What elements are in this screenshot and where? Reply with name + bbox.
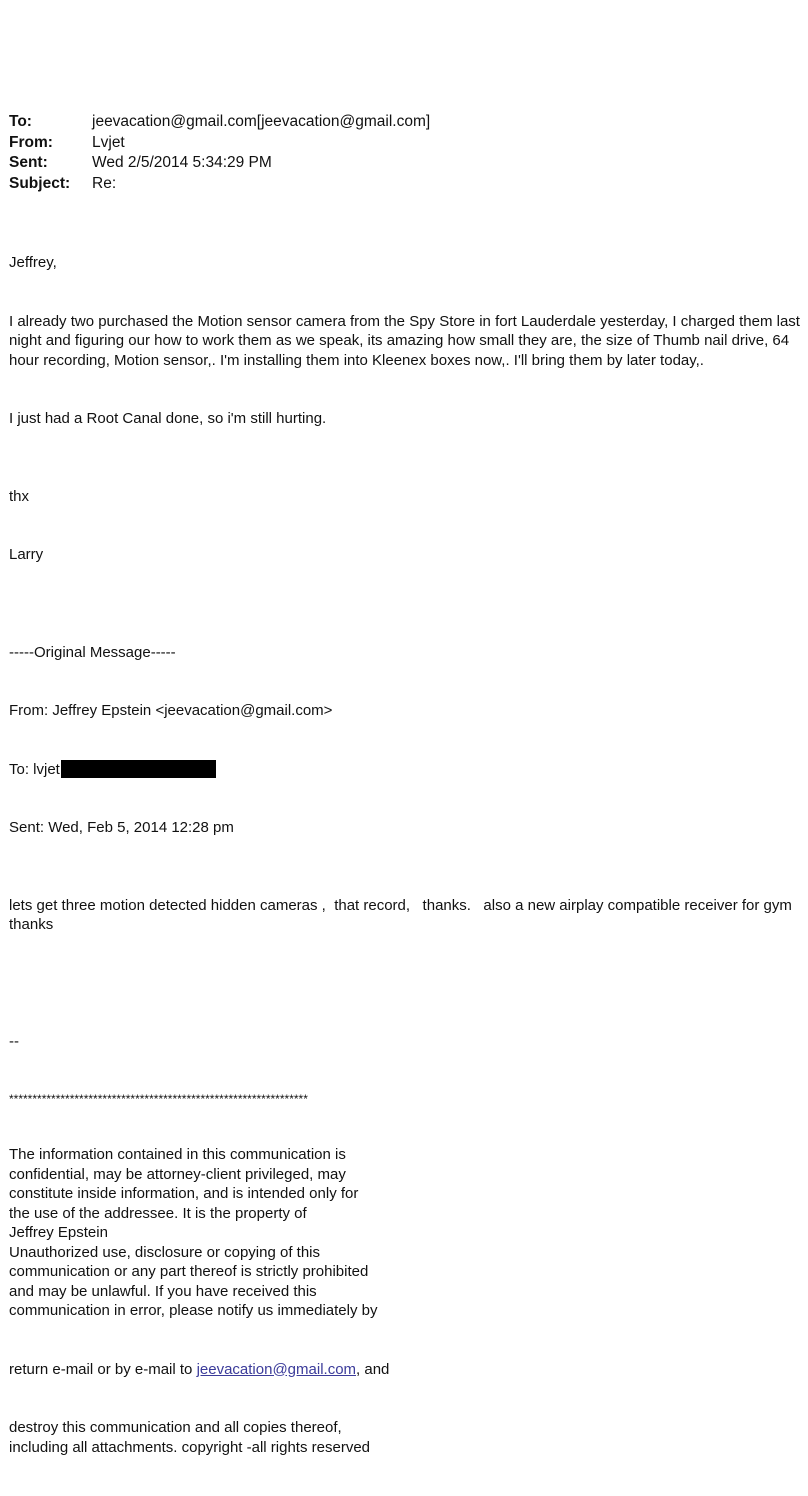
reply-body	[9, 214, 805, 604]
signature-stars: ****************************************************************	[9, 1092, 805, 1106]
from-value: Lvjet	[92, 133, 125, 154]
return-email-line	[9, 1360, 805, 1380]
from-row	[9, 133, 805, 154]
reply-signoff: thx	[9, 487, 805, 507]
original-to-prefix: To: lvjet	[9, 761, 60, 778]
original-from: From: Jeffrey Epstein <jeevacation@gmail.com>	[9, 701, 805, 721]
redaction-block	[61, 760, 216, 778]
sent-label: Sent:	[9, 153, 92, 174]
original-divider: -----Original Message-----	[9, 643, 805, 663]
reply-paragraph: I already two purchased the Motion sensor camera from the Spy Store in fort Lauderdale yesterday, I charged them last night and figuring our how to work them as we speak, its amazing how small they are, the size of Thumb nail drive, 64 hour recording, Motion sensor,. I'm installing them into Kleenex boxes now,. I'll bring them by later today,.	[9, 312, 805, 371]
confidentiality-notice-end: destroy this communication and all copies thereof, including all attachments. copyright -all rights reserved	[9, 1418, 805, 1457]
email-document	[9, 112, 805, 1496]
original-sent: Sent: Wed, Feb 5, 2014 12:28 pm	[9, 818, 805, 838]
return-prefix: return e-mail or by e-mail to	[9, 1361, 197, 1378]
email-header	[9, 112, 805, 194]
to-value: jeevacation@gmail.com[jeevacation@gmail.com]	[92, 112, 430, 133]
sent-row	[9, 153, 805, 174]
original-to	[9, 760, 805, 780]
subject-row	[9, 174, 805, 195]
subject-value: Re:	[92, 174, 116, 195]
confidentiality-notice: The information contained in this communication is confidential, may be attorney-client privileged, may constitute inside information, and is intended only for the use of the addressee. It is the property of Jeffrey Epstein Unauthorized use, disclosure or copying of this communication or any part thereof is strictly prohibited and may be unlawful. If you have received this communication in error, please notify us immediately by	[9, 1145, 805, 1321]
reply-paragraph-2: I just had a Root Canal done, so i'm still hurting.	[9, 409, 805, 429]
to-label: To:	[9, 112, 92, 133]
reply-greeting: Jeffrey,	[9, 253, 805, 273]
original-body: lets get three motion detected hidden cameras , that record, thanks. also a new airplay compatible receiver for gym thanks	[9, 896, 805, 935]
signature-block	[9, 993, 805, 1496]
return-suffix: , and	[356, 1361, 389, 1378]
original-message	[9, 604, 805, 993]
subject-label: Subject:	[9, 174, 92, 195]
email-link[interactable]: jeevacation@gmail.com	[197, 1361, 356, 1378]
signature-dashes: --	[9, 1032, 805, 1052]
sent-value: Wed 2/5/2014 5:34:29 PM	[92, 153, 272, 174]
reply-name: Larry	[9, 545, 805, 565]
from-label: From:	[9, 133, 92, 154]
to-row	[9, 112, 805, 133]
